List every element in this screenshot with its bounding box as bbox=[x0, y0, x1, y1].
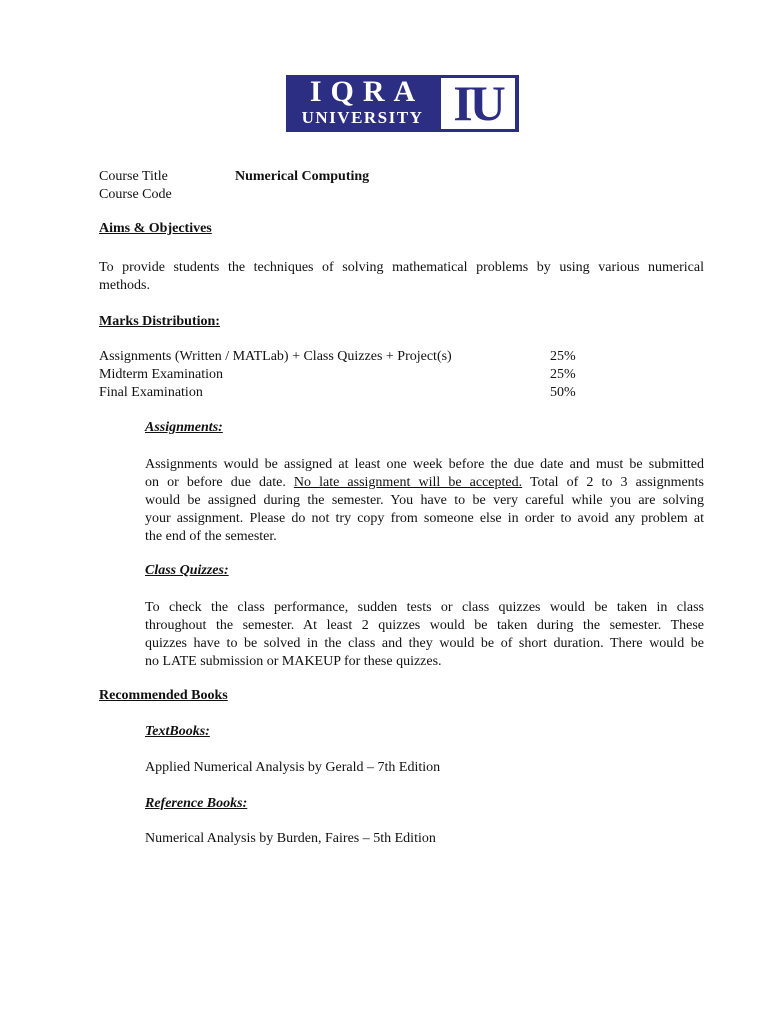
marks-row-label: Assignments (Written / MATLab) + Class Quizzes + Project(s) bbox=[99, 349, 452, 364]
course-title-value: Numerical Computing bbox=[235, 169, 370, 184]
reference-book-entry: Numerical Analysis by Burden, Faires – 5th Edition bbox=[145, 831, 436, 846]
course-title-label: Course Title bbox=[99, 169, 168, 184]
quizzes-line: no LATE submission or MAKEUP for these quizzes. bbox=[145, 654, 442, 669]
assignments-line: your assignment. Please do not try copy from someone else in order to avoid any problem at bbox=[145, 511, 704, 526]
aims-heading: Aims & Objectives bbox=[99, 221, 212, 236]
quizzes-line: quizzes have to be solved in the class and they would be of short duration. There would be bbox=[145, 636, 704, 651]
aims-paragraph bbox=[99, 259, 704, 295]
assignments-line: the end of the semester. bbox=[145, 529, 277, 544]
assignments-line-2 bbox=[145, 474, 704, 492]
marks-row-value: 50% bbox=[550, 385, 576, 400]
logo-university-text: UNIVERSITY bbox=[301, 108, 424, 127]
quizzes-paragraph bbox=[145, 599, 704, 671]
marks-row-value: 25% bbox=[550, 367, 576, 382]
university-logo bbox=[286, 75, 519, 132]
marks-row-label: Final Examination bbox=[99, 385, 203, 400]
reference-books-heading: Reference Books: bbox=[145, 796, 248, 811]
marks-row-label: Midterm Examination bbox=[99, 367, 224, 382]
assignments-heading: Assignments: bbox=[145, 420, 223, 435]
logo-iqra-text: IQRA bbox=[309, 75, 425, 108]
marks-heading: Marks Distribution: bbox=[99, 314, 220, 329]
books-heading: Recommended Books bbox=[99, 688, 228, 703]
textbook-entry: Applied Numerical Analysis by Gerald – 7th Edition bbox=[145, 760, 441, 775]
assignments-line: Assignments would be assigned at least one week before the due date and must be submitted bbox=[145, 457, 704, 472]
no-late-notice: No late assignment will be accepted. bbox=[293, 475, 523, 490]
assignments-paragraph bbox=[145, 456, 704, 546]
quizzes-line: throughout the semester. At least 2 quizzes would be taken during the semester. These bbox=[145, 618, 704, 633]
aims-line: methods. bbox=[99, 278, 150, 293]
quizzes-line: To check the class performance, sudden tests or class quizzes would be taken in class bbox=[145, 600, 704, 615]
assignments-text: Total of 2 to 3 assignments bbox=[529, 475, 705, 490]
textbooks-heading: TextBooks: bbox=[145, 724, 210, 739]
assignments-text: on or before due date. bbox=[145, 475, 286, 490]
aims-line: To provide students the techniques of solving mathematical problems by using various numerical bbox=[99, 260, 704, 275]
assignments-line: would be assigned during the semester. You have to be very careful while you are solving bbox=[145, 493, 704, 508]
marks-row-value: 25% bbox=[550, 349, 576, 364]
logo-iu-mark: IU bbox=[441, 78, 515, 129]
quizzes-heading: Class Quizzes: bbox=[145, 563, 229, 578]
course-code-label: Course Code bbox=[99, 187, 172, 202]
logo-wordmark bbox=[286, 75, 439, 132]
